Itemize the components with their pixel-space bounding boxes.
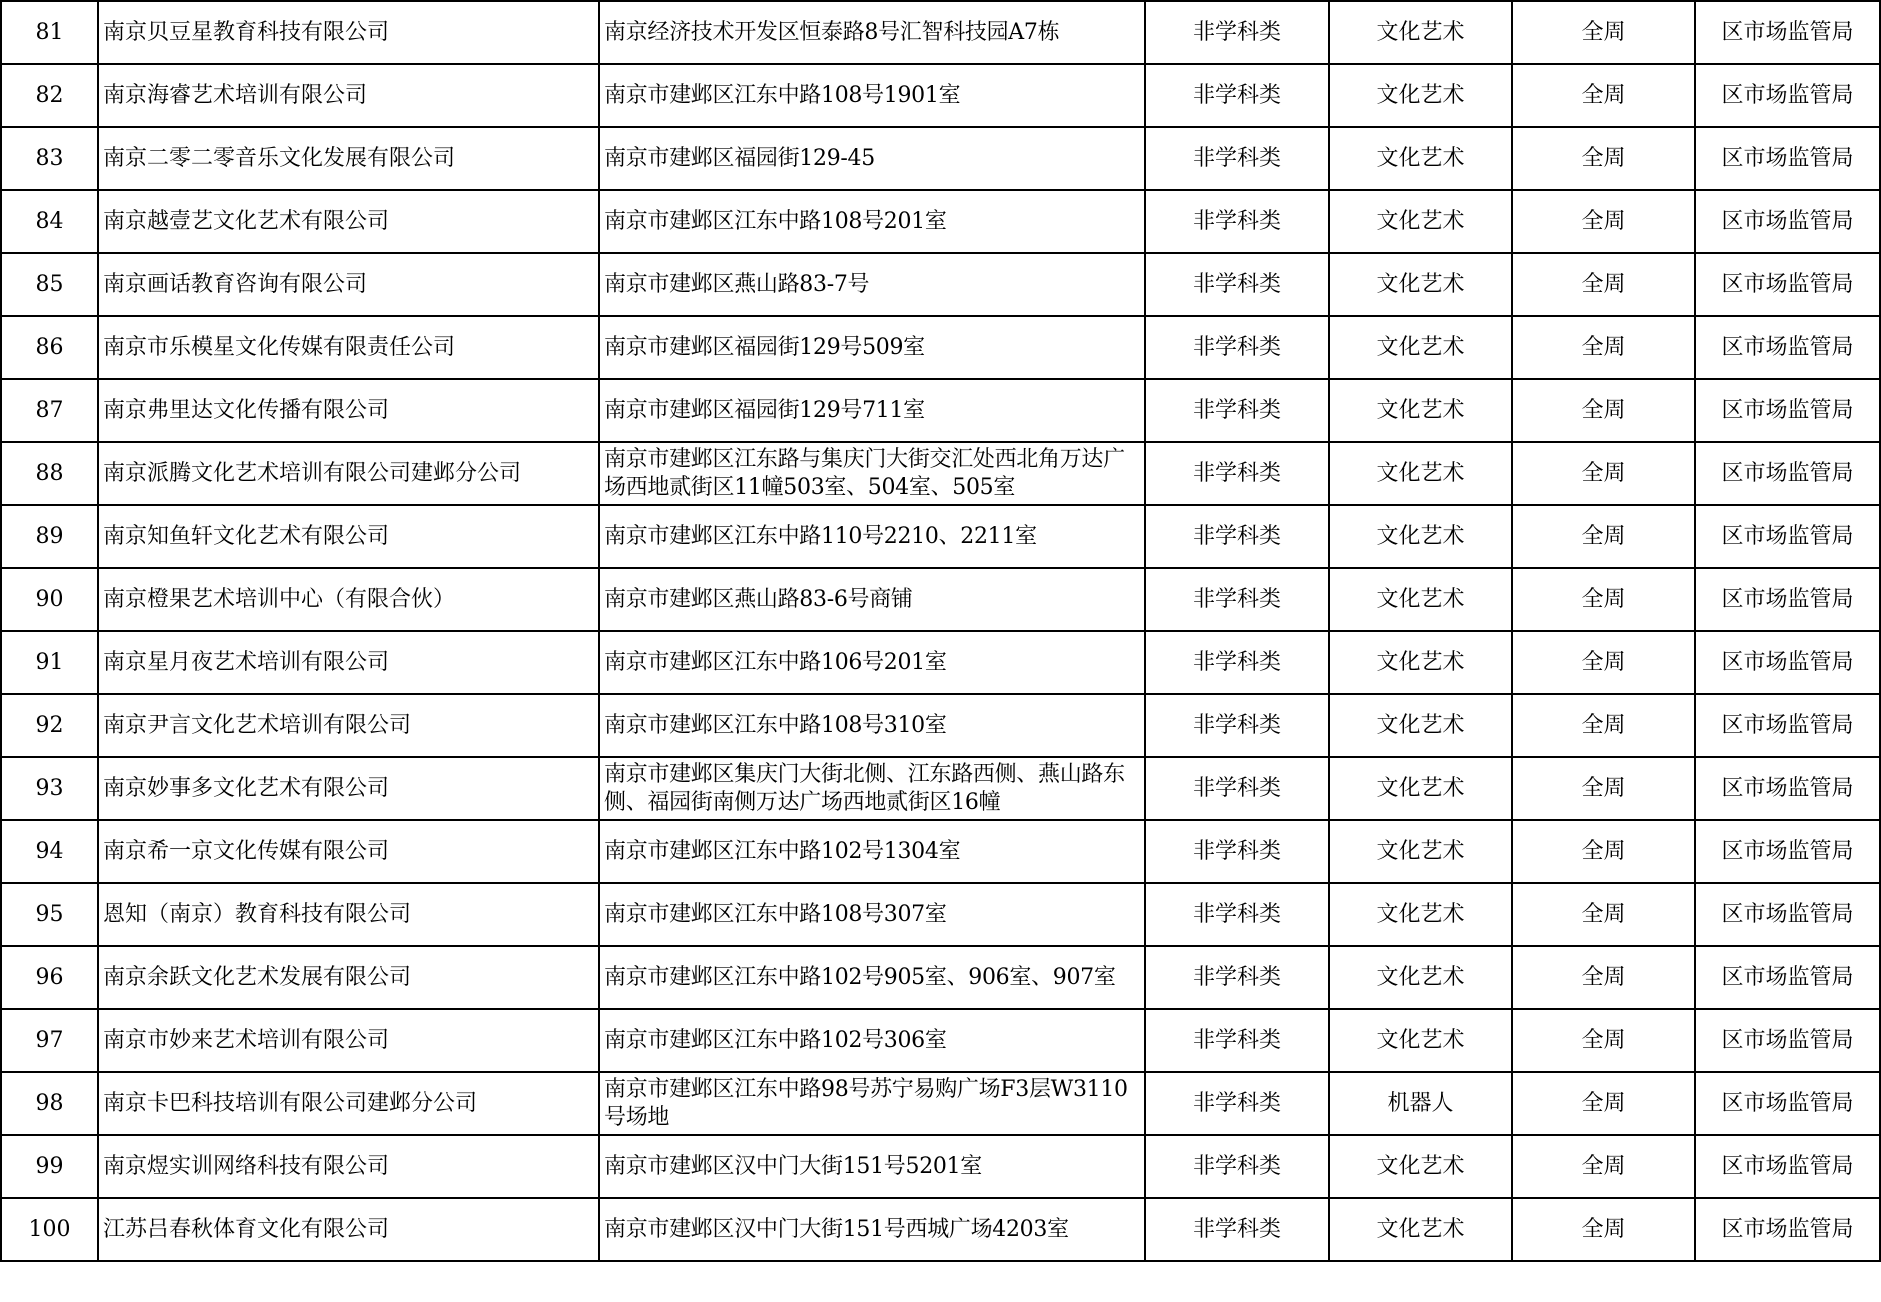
table-row <box>1 883 1880 946</box>
row-number-cell: 86 <box>1 316 98 379</box>
supervising-department-cell: 区市场监管局 <box>1695 190 1880 253</box>
address-cell: 南京市建邺区燕山路83-7号 <box>599 253 1145 316</box>
address-cell: 南京市建邺区江东中路102号306室 <box>599 1009 1145 1072</box>
row-number-cell: 88 <box>1 442 98 505</box>
company-name-cell: 南京派腾文化艺术培训有限公司建邺分公司 <box>98 442 599 505</box>
address-cell: 南京市建邺区江东中路106号201室 <box>599 631 1145 694</box>
supervising-department-cell: 区市场监管局 <box>1695 757 1880 820</box>
table-row <box>1 568 1880 631</box>
training-time-cell: 全周 <box>1512 64 1695 127</box>
supervising-department-cell: 区市场监管局 <box>1695 1009 1880 1072</box>
address-cell: 南京市建邺区江东中路102号1304室 <box>599 820 1145 883</box>
training-category-cell: 文化艺术 <box>1329 1 1512 64</box>
company-name-cell: 南京市妙来艺术培训有限公司 <box>98 1009 599 1072</box>
table-body <box>1 1 1880 1261</box>
training-type-cell: 非学科类 <box>1145 1072 1329 1135</box>
training-category-cell: 机器人 <box>1329 1072 1512 1135</box>
address-cell: 南京市建邺区江东中路108号201室 <box>599 190 1145 253</box>
training-type-cell: 非学科类 <box>1145 1009 1329 1072</box>
table-row <box>1 1 1880 64</box>
company-name-cell: 南京橙果艺术培训中心（有限合伙） <box>98 568 599 631</box>
company-name-cell: 南京余跃文化艺术发展有限公司 <box>98 946 599 1009</box>
address-cell: 南京市建邺区福园街129号509室 <box>599 316 1145 379</box>
training-time-cell: 全周 <box>1512 379 1695 442</box>
training-category-cell: 文化艺术 <box>1329 316 1512 379</box>
company-name-cell: 南京贝豆星教育科技有限公司 <box>98 1 599 64</box>
company-name-cell: 南京画话教育咨询有限公司 <box>98 253 599 316</box>
training-time-cell: 全周 <box>1512 442 1695 505</box>
supervising-department-cell: 区市场监管局 <box>1695 64 1880 127</box>
address-cell: 南京市建邺区江东中路108号307室 <box>599 883 1145 946</box>
address-cell: 南京市建邺区福园街129-45 <box>599 127 1145 190</box>
row-number-cell: 93 <box>1 757 98 820</box>
company-name-cell: 南京希一京文化传媒有限公司 <box>98 820 599 883</box>
table-row <box>1 253 1880 316</box>
training-time-cell: 全周 <box>1512 631 1695 694</box>
row-number-cell: 95 <box>1 883 98 946</box>
training-type-cell: 非学科类 <box>1145 631 1329 694</box>
row-number-cell: 81 <box>1 1 98 64</box>
table-row <box>1 379 1880 442</box>
training-time-cell: 全周 <box>1512 568 1695 631</box>
training-type-cell: 非学科类 <box>1145 757 1329 820</box>
address-cell: 南京市建邺区江东中路102号905室、906室、907室 <box>599 946 1145 1009</box>
address-cell: 南京市建邺区江东中路110号2210、2211室 <box>599 505 1145 568</box>
address-cell: 南京市建邺区江东中路108号310室 <box>599 694 1145 757</box>
training-type-cell: 非学科类 <box>1145 316 1329 379</box>
table-row <box>1 820 1880 883</box>
training-type-cell: 非学科类 <box>1145 379 1329 442</box>
training-type-cell: 非学科类 <box>1145 1 1329 64</box>
table-row <box>1 505 1880 568</box>
supervising-department-cell: 区市场监管局 <box>1695 820 1880 883</box>
row-number-cell: 100 <box>1 1198 98 1261</box>
row-number-cell: 97 <box>1 1009 98 1072</box>
training-category-cell: 文化艺术 <box>1329 946 1512 1009</box>
supervising-department-cell: 区市场监管局 <box>1695 1135 1880 1198</box>
training-category-cell: 文化艺术 <box>1329 694 1512 757</box>
row-number-cell: 94 <box>1 820 98 883</box>
training-type-cell: 非学科类 <box>1145 568 1329 631</box>
supervising-department-cell: 区市场监管局 <box>1695 1 1880 64</box>
row-number-cell: 85 <box>1 253 98 316</box>
training-type-cell: 非学科类 <box>1145 64 1329 127</box>
address-cell: 南京市建邺区集庆门大街北侧、江东路西侧、燕山路东侧、福园街南侧万达广场西地贰街区16幢 <box>599 757 1145 820</box>
table-row <box>1 946 1880 1009</box>
table-row <box>1 1072 1880 1135</box>
company-name-cell: 南京卡巴科技培训有限公司建邺分公司 <box>98 1072 599 1135</box>
company-name-cell: 江苏吕春秋体育文化有限公司 <box>98 1198 599 1261</box>
row-number-cell: 87 <box>1 379 98 442</box>
company-name-cell: 南京知鱼轩文化艺术有限公司 <box>98 505 599 568</box>
address-cell: 南京市建邺区江东中路98号苏宁易购广场F3层W3110号场地 <box>599 1072 1145 1135</box>
training-category-cell: 文化艺术 <box>1329 883 1512 946</box>
training-time-cell: 全周 <box>1512 190 1695 253</box>
training-category-cell: 文化艺术 <box>1329 757 1512 820</box>
training-category-cell: 文化艺术 <box>1329 1009 1512 1072</box>
training-time-cell: 全周 <box>1512 820 1695 883</box>
training-time-cell: 全周 <box>1512 694 1695 757</box>
training-time-cell: 全周 <box>1512 1072 1695 1135</box>
row-number-cell: 90 <box>1 568 98 631</box>
supervising-department-cell: 区市场监管局 <box>1695 631 1880 694</box>
company-name-cell: 南京煜实训网络科技有限公司 <box>98 1135 599 1198</box>
training-time-cell: 全周 <box>1512 1 1695 64</box>
training-time-cell: 全周 <box>1512 757 1695 820</box>
training-type-cell: 非学科类 <box>1145 505 1329 568</box>
training-type-cell: 非学科类 <box>1145 946 1329 1009</box>
row-number-cell: 98 <box>1 1072 98 1135</box>
company-name-cell: 南京妙事多文化艺术有限公司 <box>98 757 599 820</box>
company-name-cell: 南京尹言文化艺术培训有限公司 <box>98 694 599 757</box>
training-category-cell: 文化艺术 <box>1329 64 1512 127</box>
training-time-cell: 全周 <box>1512 1009 1695 1072</box>
row-number-cell: 96 <box>1 946 98 1009</box>
training-type-cell: 非学科类 <box>1145 820 1329 883</box>
training-type-cell: 非学科类 <box>1145 442 1329 505</box>
training-type-cell: 非学科类 <box>1145 694 1329 757</box>
address-cell: 南京市建邺区江东中路108号1901室 <box>599 64 1145 127</box>
supervising-department-cell: 区市场监管局 <box>1695 883 1880 946</box>
supervising-department-cell: 区市场监管局 <box>1695 379 1880 442</box>
training-category-cell: 文化艺术 <box>1329 820 1512 883</box>
supervising-department-cell: 区市场监管局 <box>1695 442 1880 505</box>
company-name-cell: 南京市乐模星文化传媒有限责任公司 <box>98 316 599 379</box>
table-row <box>1 127 1880 190</box>
training-time-cell: 全周 <box>1512 883 1695 946</box>
training-category-cell: 文化艺术 <box>1329 1135 1512 1198</box>
supervising-department-cell: 区市场监管局 <box>1695 568 1880 631</box>
table-row <box>1 694 1880 757</box>
company-name-cell: 恩知（南京）教育科技有限公司 <box>98 883 599 946</box>
table-row <box>1 631 1880 694</box>
address-cell: 南京市建邺区汉中门大街151号西城广场4203室 <box>599 1198 1145 1261</box>
training-category-cell: 文化艺术 <box>1329 442 1512 505</box>
training-time-cell: 全周 <box>1512 505 1695 568</box>
supervising-department-cell: 区市场监管局 <box>1695 505 1880 568</box>
training-category-cell: 文化艺术 <box>1329 190 1512 253</box>
supervising-department-cell: 区市场监管局 <box>1695 1198 1880 1261</box>
training-time-cell: 全周 <box>1512 1198 1695 1261</box>
training-category-cell: 文化艺术 <box>1329 631 1512 694</box>
training-category-cell: 文化艺术 <box>1329 253 1512 316</box>
table-row <box>1 757 1880 820</box>
address-cell: 南京市建邺区汉中门大街151号5201室 <box>599 1135 1145 1198</box>
supervising-department-cell: 区市场监管局 <box>1695 694 1880 757</box>
table-row <box>1 1198 1880 1261</box>
training-time-cell: 全周 <box>1512 1135 1695 1198</box>
training-time-cell: 全周 <box>1512 253 1695 316</box>
supervising-department-cell: 区市场监管局 <box>1695 1072 1880 1135</box>
address-cell: 南京市建邺区燕山路83-6号商铺 <box>599 568 1145 631</box>
row-number-cell: 89 <box>1 505 98 568</box>
training-category-cell: 文化艺术 <box>1329 1198 1512 1261</box>
row-number-cell: 84 <box>1 190 98 253</box>
company-name-cell: 南京二零二零音乐文化发展有限公司 <box>98 127 599 190</box>
training-category-cell: 文化艺术 <box>1329 568 1512 631</box>
training-category-cell: 文化艺术 <box>1329 127 1512 190</box>
training-time-cell: 全周 <box>1512 316 1695 379</box>
supervising-department-cell: 区市场监管局 <box>1695 253 1880 316</box>
address-cell: 南京经济技术开发区恒泰路8号汇智科技园A7栋 <box>599 1 1145 64</box>
table-row <box>1 190 1880 253</box>
table-row <box>1 316 1880 379</box>
company-name-cell: 南京越壹艺文化艺术有限公司 <box>98 190 599 253</box>
table-row <box>1 64 1880 127</box>
training-type-cell: 非学科类 <box>1145 1135 1329 1198</box>
company-name-cell: 南京弗里达文化传播有限公司 <box>98 379 599 442</box>
training-category-cell: 文化艺术 <box>1329 379 1512 442</box>
training-type-cell: 非学科类 <box>1145 127 1329 190</box>
table-row <box>1 1135 1880 1198</box>
training-type-cell: 非学科类 <box>1145 253 1329 316</box>
supervising-department-cell: 区市场监管局 <box>1695 946 1880 1009</box>
row-number-cell: 92 <box>1 694 98 757</box>
training-time-cell: 全周 <box>1512 946 1695 1009</box>
training-time-cell: 全周 <box>1512 127 1695 190</box>
row-number-cell: 82 <box>1 64 98 127</box>
supervising-department-cell: 区市场监管局 <box>1695 127 1880 190</box>
company-name-cell: 南京星月夜艺术培训有限公司 <box>98 631 599 694</box>
table-row <box>1 1009 1880 1072</box>
training-type-cell: 非学科类 <box>1145 1198 1329 1261</box>
address-cell: 南京市建邺区福园街129号711室 <box>599 379 1145 442</box>
training-type-cell: 非学科类 <box>1145 883 1329 946</box>
address-cell: 南京市建邺区江东路与集庆门大街交汇处西北角万达广场西地贰街区11幢503室、504室、505室 <box>599 442 1145 505</box>
row-number-cell: 83 <box>1 127 98 190</box>
company-name-cell: 南京海睿艺术培训有限公司 <box>98 64 599 127</box>
row-number-cell: 91 <box>1 631 98 694</box>
training-category-cell: 文化艺术 <box>1329 505 1512 568</box>
table-row <box>1 442 1880 505</box>
training-type-cell: 非学科类 <box>1145 190 1329 253</box>
supervising-department-cell: 区市场监管局 <box>1695 316 1880 379</box>
row-number-cell: 99 <box>1 1135 98 1198</box>
